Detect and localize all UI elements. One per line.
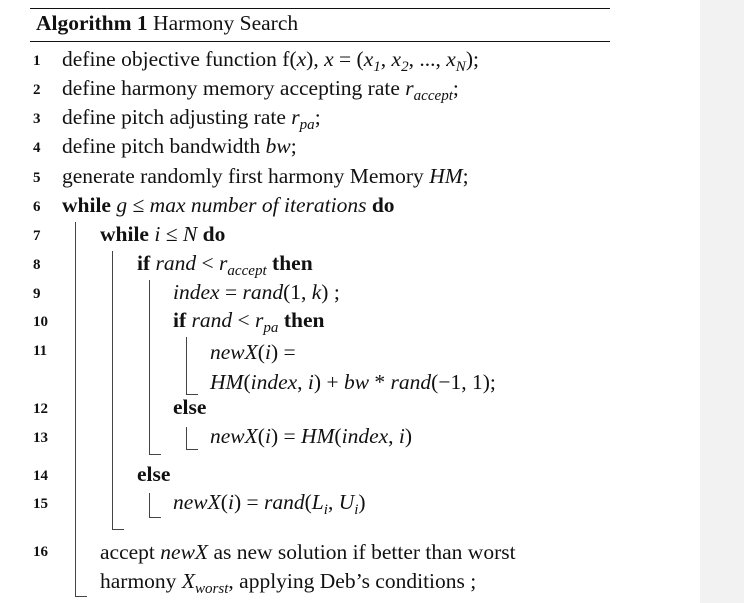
line-number: 4 (33, 140, 41, 156)
line-text: if rand < $r_{pa}$ then (173, 308, 325, 336)
top-rule (30, 8, 610, 9)
line-text: newX(i) = HM(index, i) (210, 424, 413, 448)
caption-rule (30, 41, 610, 42)
else-accept-block-line (149, 493, 150, 517)
line-text: else (137, 462, 171, 486)
line-number: 1 (33, 53, 41, 69)
while-outer-block-end (75, 596, 87, 597)
while-outer-block-line (75, 222, 76, 596)
algorithm-label: Algorithm 1 (36, 11, 148, 35)
line-text: accept newX as new solution if better than worst harmony $X_{worst}$, applying Deb’s conditions ; (100, 540, 516, 597)
else-pitch-block-line (186, 427, 187, 449)
if-pitch-block-line (186, 337, 187, 394)
else-accept-block-end (149, 517, 161, 518)
line-number: 12 (33, 401, 48, 417)
line-text: while g ≤ max number of iterations do (62, 193, 395, 217)
line-number: 8 (33, 257, 41, 273)
algorithm-title (36, 11, 298, 36)
side-panel (700, 0, 744, 603)
line-number: 15 (33, 496, 48, 512)
if-accept-block-line (149, 280, 150, 454)
line-text: generate randomly first harmony Memory HM; (62, 164, 469, 188)
line-text: newX(i) = HM(index, i) + bw * rand(−1, 1); (210, 340, 496, 394)
line-number: 16 (33, 544, 48, 560)
line-text: define pitch bandwidth bw; (62, 134, 297, 158)
else-pitch-block-end (186, 449, 198, 450)
line-number: 7 (33, 228, 41, 244)
while-inner-block-line (112, 251, 113, 529)
line-text: define pitch adjusting rate $r_{pa}$; (62, 105, 321, 133)
line-number: 5 (33, 170, 41, 186)
line-text: while i ≤ N do (100, 222, 226, 246)
line-number: 2 (33, 82, 41, 98)
line-text: define harmony memory accepting rate $r_{accept}$; (62, 76, 459, 104)
line-number: 10 (33, 314, 48, 330)
if-accept-block-end (149, 454, 161, 455)
if-pitch-block-end (186, 394, 198, 395)
line-number: 9 (33, 286, 41, 302)
line-number: 6 (33, 199, 41, 215)
line-number: 14 (33, 468, 48, 484)
line-text: else (173, 395, 207, 419)
while-inner-block-end (112, 529, 124, 530)
line-number: 13 (33, 430, 48, 446)
line-number: 11 (33, 343, 48, 359)
line-number: 3 (33, 111, 41, 127)
line-text: define objective function f(x), $x = (x_1$, $x_2$, ..., $x_N$); (62, 47, 479, 75)
line-text: if rand < $r_{accept}$ then (137, 251, 313, 279)
line-text: index = rand(1, k) ; (173, 280, 340, 304)
algorithm-name: Harmony Search (153, 11, 299, 35)
line-text: newX(i) = $rand(L_i$, $U_i$) (173, 490, 366, 518)
